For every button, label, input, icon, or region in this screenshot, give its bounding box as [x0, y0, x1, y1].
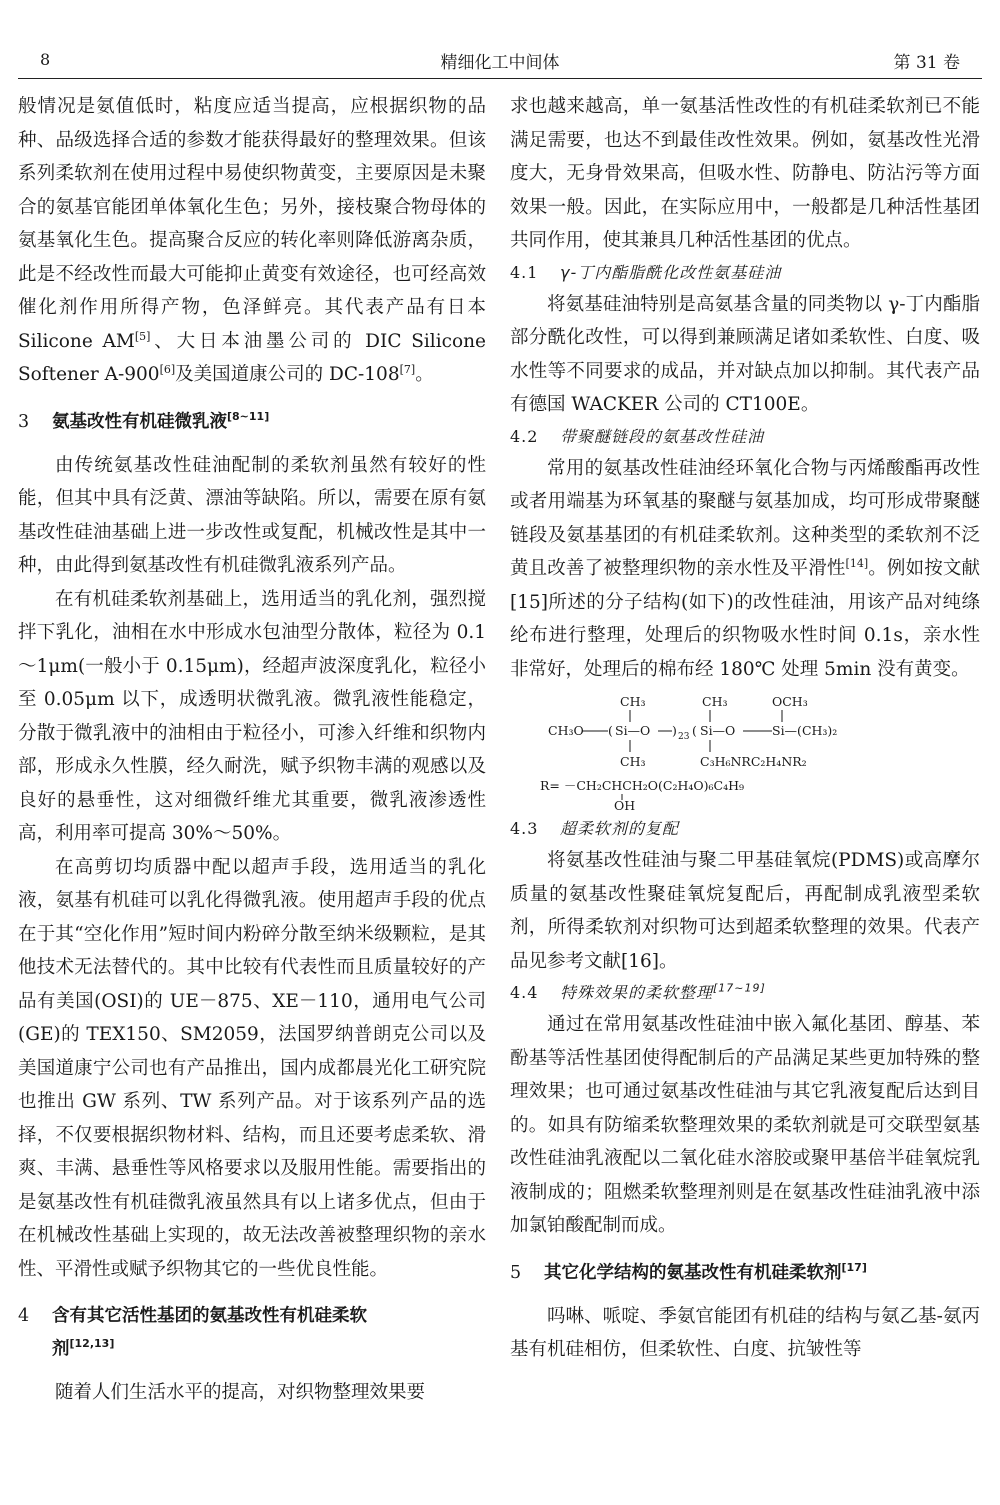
formula-top-ch3-2: CH₃: [702, 694, 728, 709]
paragraph: 在有机硅柔软剂基础上，选用适当的乳化剂，强烈搅拌下乳化，油相在水中形成水包油型分散体，粒径为 0.1～1μm(一般小于 0.15μm)，经超声波深度乳化，粒径小至 0.05μm 以下，成透明状微乳液。微乳液性能稳定，分散于微乳液中的油相由于粒径小，可渗入纤维和织物内部，形成永久性膜，经久耐洗，赋予织物丰满的观感以及良好的悬垂性，这对细微纤维尤其重要，微乳液渗透性高，利用率可提高 30%～50%。: [18, 588, 486, 844]
paragraph: 由传统氨基改性硅油配制的柔软剂虽然有较好的性能，但其中具有泛黄、漂油等缺陷。所以，需要在原有氨基改性硅油基础上进一步改性或复配，机械改性是其中一种，由此得到氨基改性有机硅微乳液系列产品。: [18, 454, 486, 576]
formula-top-ch3-1: CH₃: [620, 694, 646, 709]
formula-unit1: Si—O: [615, 723, 651, 738]
paragraph: 吗啉、哌啶、季氨官能团有机硅的结构与氨乙基-氨丙基有机硅相仿，但柔软性、白度、抗皱性等: [510, 1305, 980, 1360]
subsection-heading-4-1: 4.1 γ-丁内酯脂酰化改性氨基硅油: [510, 262, 782, 282]
formula-subscript: 23: [678, 732, 690, 742]
formula-bottom-amine: C₃H₆NRC₂H₄NR₂: [700, 754, 807, 769]
section-heading-5: 5 其它化学结构的氨基改性有机硅柔软剂[17]: [510, 1260, 867, 1283]
volume-label: 第 31 卷: [893, 53, 960, 73]
paragraph: 将氨基改性硅油与聚二甲基硅氧烷(PDMS)或高摩尔质量的氨基改性聚硅氧烷复配后，再配制成乳液型柔软剂，所得柔软剂对织物可达到超柔软整理的效果。代表产品见参考文献[16]。: [510, 850, 980, 972]
subsection-heading-4-2: 4.2 带聚醚链段的氨基改性硅油: [510, 426, 765, 446]
paragraph: 随着人们生活水平的提高，对织物整理效果要: [55, 1382, 426, 1403]
svg-text:(: (: [608, 723, 613, 738]
paragraph: 般情况是氨值低时，粘度应适当提高，应根据织物的品种、品级选择合适的参数才能获得最好的整理效果。但该系列柔软剂在使用过程中易使织物黄变，主要原因是未聚合的氨基官能团单体氧化生色；另外，接枝聚合物母体的氨基氧化生色。提高聚合反应的转化率则降低游离杂质，此是不经改性而最大可能抑止黄变有效途径，也可经高效催化剂作用所得产物，色泽鲜亮。其代表产品有日本 Silicone AM[5]、大日本油墨公司的 DIC Silicone Softener A-900[6]及美国道康公司的 DC-108[7]。: [18, 96, 486, 385]
formula-unit2: Si—O: [700, 723, 736, 738]
paragraph: 在高剪切均质器中配以超声手段，选用适当的乳化液，氨基有机硅可以乳化得微乳液。使用超声手段的优点在于其“空化作用”短时间内粉碎分散至纳米级颗粒，是其他技术无法替代的。其中比较有代表性而且质量较好的产品有美国(OSI)的 UE－875、XE－110，通用电气公司(GE)的 TEX150、SM2059，法国罗纳普朗克公司以及美国道康宁公司也有产品推出，国内成都晨光化工研究院也推出 GW 系列、TW 系列产品。对于该系列产品的选择，不仅要根据织物材料、结构，而且还要考虑柔软、滑爽、丰满、悬垂性等风格要求以及服用性能。需要指出的是氨基改性有机硅微乳液虽然具有以上诸多优点，但由于在机械改性基础上实现的，故无法改善被整理织物的亲水性、平滑性或赋予织物其它的一些优良性能。: [18, 856, 486, 1280]
formula-oh: OH: [614, 798, 636, 812]
svg-text:): ): [672, 723, 677, 738]
formula-r-line: R= －CH₂CHCH₂O(C₂H₄O)₆C₄H₉: [540, 778, 745, 793]
paragraph: 将氨基硅油特别是高氨基含量的同类物以 γ-丁内酯脂部分酰化改性，可以得到兼顾满足诸如柔软性、白度、吸水性等不同要求的成品，并对缺点加以抑制。其代表产品有德国 WACKER 公司的 CT100E。: [510, 293, 980, 415]
paragraph: 常用的氨基改性硅油经环氧化合物与丙烯酸酯再改性或者用端基为环氧基的聚醚与氨基加成，均可形成带聚醚链段及氨基基团的有机硅柔软剂。这种类型的柔软剂不泛黄且改善了被整理织物的亲水性及平滑性[14]。例如按文献[15]所述的分子结构(如下)的改性硅油，用该产品对纯绦纶布进行整理，处理后的织物吸水性时间 0.1s，亲水性非常好，处理后的棉布经 180℃ 处理 5min 没有黄变。: [510, 457, 980, 680]
formula-end: Si—(CH₃)₂: [772, 723, 838, 738]
formula-bottom-ch3: CH₃: [620, 754, 646, 769]
section-heading-4: 4 含有其它活性基团的氨基改性有机硅柔软 剂[12,13]: [18, 1306, 367, 1359]
right-column: [510, 90, 980, 1367]
page-header: [18, 44, 982, 79]
subsection-heading-4-4: 4.4 特殊效果的柔软整理[17~19]: [510, 981, 766, 1002]
left-column: [18, 90, 486, 1410]
chemical-structure-formula: [510, 692, 980, 812]
subsection-heading-4-3: 4.3 超柔软剂的复配: [510, 819, 680, 838]
page-number: 8: [40, 50, 51, 69]
paragraph: 求也越来越高，单一氨基活性改性的有机硅柔软剂已不能满足需要，也达不到最佳改性效果。例如，氨基改性光滑度大，无身骨效果高，但吸水性、防静电、防沾污等方面效果一般。因此，在实际应用中，一般都是几种活性基团共同作用，使其兼具几种活性基团的优点。: [510, 96, 980, 251]
journal-title: 精细化工中间体: [440, 53, 560, 73]
formula-top-och3: OCH₃: [772, 694, 808, 709]
paragraph: 通过在常用氨基改性硅油中嵌入氟化基团、醇基、苯酚基等活性基团使得配制后的产品满足某些更加特殊的整理效果；也可通过氨基改性硅油与其它乳液复配后达到目的。如具有防缩柔软整理效果的柔软剂就是可交联型氨基改性硅油乳液配以二氧化硅水溶胶或聚甲基倍半硅氧烷乳液制成的；阻燃柔软整理剂则是在氨基改性硅油乳液中添加氯铂酸配制而成。: [510, 1014, 980, 1236]
svg-text:(: (: [692, 723, 697, 738]
section-heading-3: 3 氨基改性有机硅微乳液[8~11]: [18, 409, 270, 432]
formula-main-left: CH₃O: [548, 723, 584, 738]
